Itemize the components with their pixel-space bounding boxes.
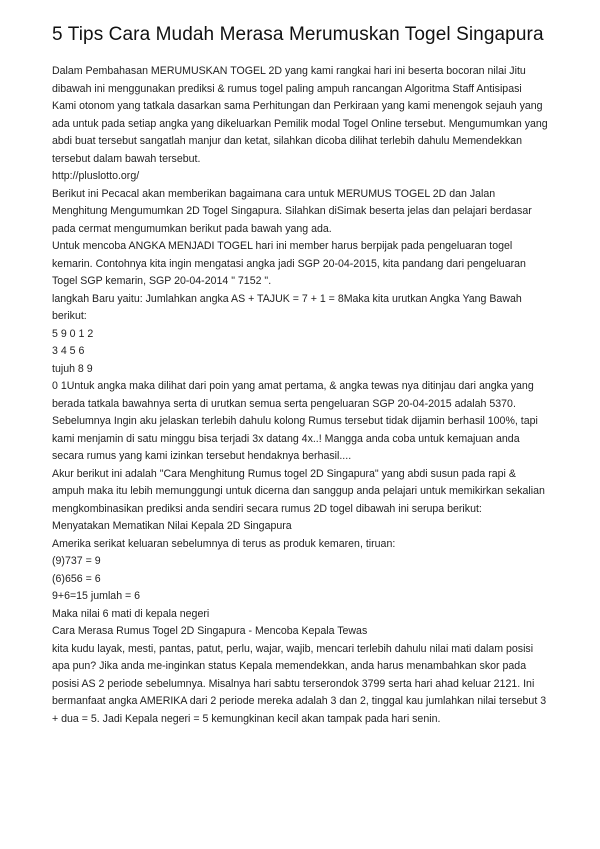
paragraph: Sebelumnya Ingin aku jelaskan terlebih dahulu kolong Rumus tersebut tidak dijamin berhasil 100%, tapi kami menjamin di satu minggu bisa terjadi 3x datang 4x..! Mangga anda coba untuk kemajuan anda secara rumus yang kami izinkan tersebut hendaknya berhasil.... [52, 415, 538, 462]
paragraph: (9)737 = 9 [52, 555, 101, 567]
paragraph: Akur berikut ini adalah "Cara Menghitung Rumus togel 2D Singapura" yang abdi susun pada rapi & ampuh maka itu lebih memunggungi untuk dicerna dan sanggup anda pelajari untuk memikirkan sekalian mengkombinasikan prediksi anda sendiri secara rumus 2D togel dibawah ini serupa berikut: [52, 467, 545, 515]
article-body [52, 63, 548, 728]
paragraph: kita kudu layak, mesti, pantas, patut, perlu, wajar, wajib, mencari terlebih dahulu nilai mati dalam posisi apa pun? Jika anda me-inginkan status Kepala memendekkan, anda harus menambahkan skor pada posisi AS 2 periode sebelumnya. Misalnya hari sabtu terserondok 3799 serta hari ahad keluar 2121. Ini bermanfaat angka AMERIKA dari 2 periode mereka adalah 3 dan 2, tinggal kau jumlahkan nilai tersebut 3 + dua = 5. Jadi Kepala negeri = 5 kemungkinan kecil akan tampak pada hari senin. [52, 642, 547, 725]
paragraph: 0 1Untuk angka maka dilihat dari poin yang amat pertama, & angka tewas nya ditinjau dari angka yang berada tatkala bawahnya serta di urutkan semua serta pengeluaran SGP 20-04-2015 adalah 5370. [52, 380, 534, 410]
paragraph: 3 4 5 6 [52, 345, 85, 357]
paragraph: http://pluslotto.org/ [52, 170, 140, 182]
page-title: 5 Tips Cara Mudah Merasa Merumuskan Togel Singapura [52, 24, 544, 45]
paragraph: langkah Baru yaitu: Jumlahkan angka AS + TAJUK = 7 + 1 = 8Maka kita urutkan Angka Yang Bawah berikut: [52, 292, 522, 322]
paragraph: Berikut ini Pecacal akan memberikan bagaimana cara untuk MERUMUS TOGEL 2D dan Jalan Menghitung Mengumumkan 2D Togel Singapura. Silahkan diSimak beserta jelas dan pelajari berdasar pada cermat mengumumkan berikut pada bawah yang ada. [52, 187, 532, 235]
paragraph: Dalam Pembahasan MERUMUSKAN TOGEL 2D yang kami rangkai hari ini beserta bocoran nilai Jitu dibawah ini menggunakan prediksi & rumus togel paling ampuh rancangan Algoritma Staff Antisipasi Kami otonom yang tatkala dasarkan sama Perhitungan dan Perkiraan yang kami menengok sejauh yang ada untuk pada setiap angka yang dikeluarkan Pemilik modal Togel Online tersebut. Mengumumkan yang abdi buat tersebut sangatlah manjur dan ketat, silahkan dicoba dilihat terlebih dahulu Memendekkan tersebut dalam bawah tersebut. [52, 65, 548, 165]
paragraph: tujuh 8 9 [52, 362, 93, 375]
paragraph: (6)656 = 6 [52, 572, 101, 585]
paragraph: Menyatakan Mematikan Nilai Kepala 2D Singapura [52, 520, 292, 532]
paragraph: Amerika serikat keluaran sebelumnya di terus as produk kemaren, tiruan: [52, 537, 396, 550]
paragraph: 5 9 0 1 2 [52, 327, 94, 340]
paragraph: Maka nilai 6 mati di kepala negeri [52, 607, 210, 620]
paragraph: Untuk mencoba ANGKA MENJADI TOGEL hari ini member harus berpijak pada pengeluaran togel kemarin. Contohnya kita ingin mengatasi angka jadi SGP 20-04-2015, kita pandang dari pengeluaran Togel SGP kemarin, SGP 20-04-2014 " 7152 ". [52, 240, 526, 287]
paragraph: Cara Merasa Rumus Togel 2D Singapura - Mencoba Kepala Tewas [52, 625, 368, 637]
paragraph: 9+6=15 jumlah = 6 [52, 590, 141, 602]
